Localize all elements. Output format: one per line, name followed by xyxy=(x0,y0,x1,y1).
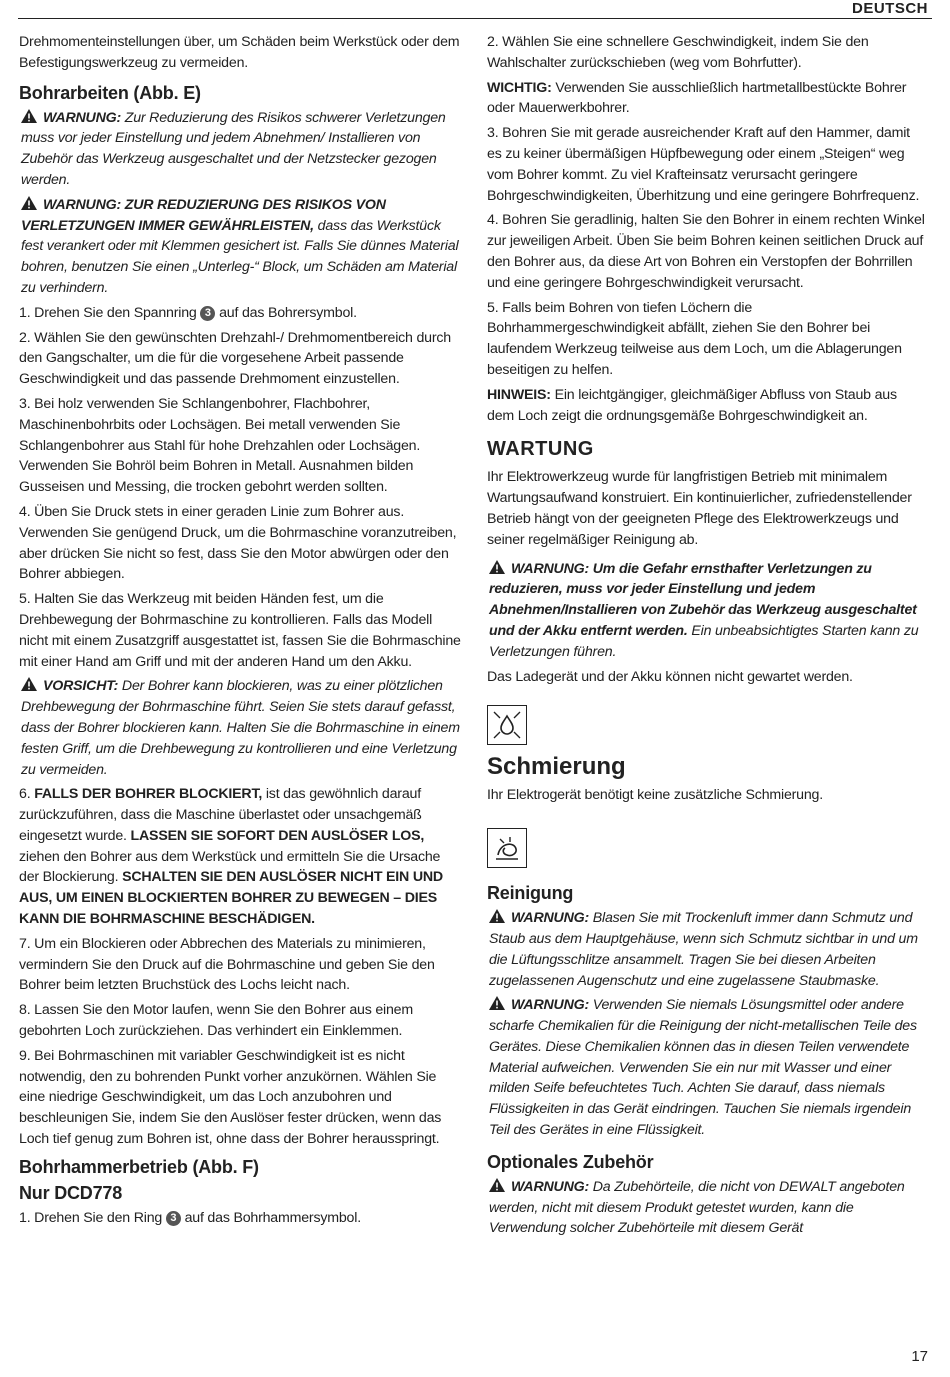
step-bold: FALLS DER BOHRER BLOCKIERT, xyxy=(34,786,263,803)
warning-text: dass das Werkstück fest verankert oder mit Klemmen gesichert ist. Falls Sie dünnes Material bohren, benutzen Sie einen „Unterleg-“ Block, um Schäden am Material zu verhindern. xyxy=(21,217,459,296)
heading-reinigung: Reinigung xyxy=(487,883,574,904)
step-3: 3. Bohren Sie mit gerade ausreichender Kraft auf den Hammer, damit es zu keiner übermäßigen Hüpfbewegung oder einem „Steigen“ weg vom Bohrer kommt. Zu viel Krafteinsatz verursacht geringere Bohrgeschwindigkeiten, Überhitzung und eine geringere Bohrfrequenz. xyxy=(487,125,920,204)
heading-optionales-zubehoer: Optionales Zubehör xyxy=(487,1151,654,1172)
left-column xyxy=(19,32,462,1233)
step-2: 2. Wählen Sie den gewünschten Drehzahl-/ Drehmomentbereich durch den Gangschalter, um die für die vorgesehene Arbeit passende Geschwindigkeit und das passende Drehmoment einzustellen. xyxy=(19,329,451,388)
warning-icon xyxy=(489,1178,505,1192)
warning-2 xyxy=(19,195,462,299)
step-bold: SCHALTEN SIE DEN AUSLÖSER NICHT EIN UND AUS, UM EINEN BLOCKIERTEN BOHRER ZU BEWEGEN – DIES KANN DIE BOHRMASCHINE BESCHÄDIGEN. xyxy=(19,869,443,928)
right-column xyxy=(487,32,927,1243)
step-3: 3. Bei holz verwenden Sie Schlangenbohrer, Flachbohrer, Maschinenbohrbits oder Lochsägen. Bei metall verwenden Sie Schlangenbohrer aus Stahl für hohe Drehzahlen oder Lochsägen. Verwenden Sie Bohröl beim Bohren in Metall. Ausnahmen bilden Gusseisen und Messing, die trocken gebohrt werden sollten. xyxy=(19,395,421,496)
step-4: 4. Üben Sie Druck stets in einer geraden Linie zum Bohrer aus. Verwenden Sie genügend Druck, um die Bohrmaschine voranzutreiben, aber drücken Sie nicht so fest, dass Sie den Motor abwürgen oder den Bohrer abbiegen. xyxy=(19,503,457,583)
warning-6 xyxy=(487,1177,927,1239)
warning-3 xyxy=(487,559,927,663)
hint-note xyxy=(487,385,927,427)
warning-text: Da Zubehörteile, die nicht von DEWALT angeboten werden, nicht mit diesem Produkt getestet wurden, kann die Verwendung solcher Zubehörteile mit diesem Gerät xyxy=(489,1178,905,1237)
step-7: 7. Um ein Blockieren oder Abbrechen des Materials zu minimieren, vermindern Sie den Druck auf die Bohrmaschine und geben Sie den Bohrer beim letzten Bruchstück des Lochs leicht nach. xyxy=(19,935,435,994)
lubrication-icon xyxy=(487,705,527,745)
step-text: 6. xyxy=(19,786,35,803)
step-4: 4. Bohren Sie geradlinig, halten Sie den Bohrer in einem rechten Winkel zur jeweiligen Arbeit. Üben Sie beim Bohren keinen seitlichen Druck auf den Bohrer aus, da diese Art von Bohren ein Verstopfen der Bohrrillen und eine geringere Bohrgeschwindigkeit verursacht. xyxy=(487,212,925,291)
warning-label: WARNUNG: Um die Gefahr ernsthafter Verletzungen zu reduzieren, muss vor jeder Einstellung und jedem Abnehmen/Installieren von Zubehör das Werkzeug ausgeschaltet und der Akku entfernt werden. xyxy=(489,560,917,639)
note-text: Verwenden Sie ausschließlich hartmetallbestückte Bohrer oder Mauerwerkbohrer. xyxy=(487,79,907,117)
heading-model: Nur DCD778 xyxy=(19,1182,123,1203)
step-8: 8. Lassen Sie den Motor laufen, wenn Sie den Bohrer aus einem gebohrten Loch zurückziehen. Das verhindert ein Einklemmen. xyxy=(19,1002,413,1040)
warning-icon xyxy=(489,560,505,574)
warning-5 xyxy=(487,995,927,1141)
wartung-paragraph: Ihr Elektrowerkzeug wurde für langfristigen Betrieb mit minimalem Wartungsaufwand konstruiert. Ein kontinuierlicher, zufriedenstellender Betrieb hängt von der geeigneten Pflege des Elektrowerkzeugs und seiner regelmäßiger Reinigung ab. xyxy=(487,469,912,548)
warning-label: WARNUNG: xyxy=(511,997,589,1014)
step-text: ist das gewöhnlich darauf zurückzuführen, dass die Maschine überlastet oder unsachgemäß eingesetzt wurde. xyxy=(19,786,422,844)
warning-text: Verwenden Sie niemals Lösungsmittel oder andere scharfe Chemikalien für die Reinigung der nicht-metallischen Teile des Gerätes. Diese Chemikalien können das in diesen Teilen verwendete Material aufweichen. Verwenden Sie ein nur mit Wasser und einer milden Seife befeuchtetes Tuch. Achten Sie darauf, dass niemals Flüssigkeiten in das Gerät eindringen. Tauchen Sie niemals irgendein Teil des Gerätes in eine Flüssigkeit. xyxy=(489,997,917,1139)
heading-wartung: WARTUNG xyxy=(487,438,594,461)
step-6 xyxy=(19,784,462,930)
cleaning-icon xyxy=(487,828,527,868)
warning-text: Blasen Sie mit Trockenluft immer dann Schmutz und Staub aus dem Hauptgehäuse, wenn sich Schmutz sichtbar in und um die Lüftungsschlitze ansammelt. Tragen Sie bei diesen Arbeiten zugelassenen Augenschutz und eine zugelassene Staubmaske. xyxy=(489,910,918,989)
paragraph: Das Ladegerät und der Akku können nicht gewartet werden. xyxy=(487,668,853,685)
caution-label: VORSICHT: xyxy=(43,678,119,695)
warning-icon xyxy=(21,196,37,210)
header-rule xyxy=(18,18,932,19)
step-9: 9. Bei Bohrmaschinen mit variabler Geschwindigkeit ist es nicht notwendig, den zu bohrenden Punkt vorher anzukörnen. Wählen Sie eine niedrige Geschwindigkeit, um das Loch anzubohren und beschleunigen Sie, indem Sie den Auslöser fester drücken, wenn das Loch tief genug zum Bohren ist, ohne dass der Bohrer herausspringt. xyxy=(19,1047,442,1148)
step-5: 5. Falls beim Bohren von tiefen Löchern die Bohrhammergeschwindigkeit abfällt, ziehen Sie den Bohrer bei laufendem Werkzeug teilweise aus dem Loch, um die Ablagerungen beseitigen zu helfen. xyxy=(487,299,902,378)
step-text: 1. Drehen Sie den Spannring xyxy=(19,304,201,321)
step-text: ziehen den Bohrer aus dem Werkstück und ermitteln Sie die Ursache der Blockierung. xyxy=(19,848,441,886)
schmierung-paragraph: Ihr Elektrogerät benötigt keine zusätzliche Schmierung. xyxy=(487,787,823,804)
step-text: 1. Drehen Sie den Ring xyxy=(19,1209,166,1226)
important-note xyxy=(487,78,927,120)
warning-icon xyxy=(489,996,505,1010)
warning-text: Ein unbeabsichtigtes Starten kann zu Verletzungen führen. xyxy=(489,622,919,660)
warning-label: WARNUNG: xyxy=(511,1178,589,1195)
warning-4 xyxy=(487,908,927,991)
warning-icon xyxy=(21,109,37,123)
warning-icon xyxy=(21,677,37,691)
step-1 xyxy=(19,303,462,324)
step-text: auf das Bohrhammersymbol. xyxy=(180,1209,361,1226)
warning-label: WARNUNG: xyxy=(43,109,121,126)
step-5: 5. Halten Sie das Werkzeug mit beiden Händen fest, um die Drehbewegung der Bohrmaschine zu kontrollieren. Falls das Modell nicht mit einem Zusatzgriff ausgestattet ist, fassen Sie die Bohrmaschine mit einer Hand am Griff und mit der anderen Hand um den Akku. xyxy=(19,591,461,670)
heading-bohrarbeiten: Bohrarbeiten (Abb. E) xyxy=(19,82,201,103)
note-label: HINWEIS: xyxy=(487,386,551,403)
heading-bohrhammerbetrieb: Bohrhammerbetrieb (Abb. F) xyxy=(19,1156,259,1177)
note-label: WICHTIG: xyxy=(487,79,552,96)
callout-number: 3 xyxy=(166,1211,181,1226)
page-number: 17 xyxy=(911,1348,928,1365)
warning-label: WARNUNG: xyxy=(511,910,589,927)
warning-1 xyxy=(19,108,462,191)
callout-number: 3 xyxy=(200,306,215,321)
note-text: Ein leichtgängiger, gleichmäßiger Abfluss von Staub aus dem Loch zeigt die ordnungsgemäße Bohrgeschwindigkeit an. xyxy=(487,386,897,424)
warning-label: WARNUNG: ZUR REDUZIERUNG DES RISIKOS VON VERLETZUNGEN IMMER GEWÄHRLEISTEN, xyxy=(21,196,386,234)
caution-text: Der Bohrer kann blockieren, was zu einer plötzlichen Drehbewegung der Bohrmaschine führt. Seien Sie stets darauf gefasst, dass der Bohrer blockieren kann. Halten Sie die Bohrmaschine in einem festen Griff, um die Drehbewegung zu kontrollieren und eine Verletzung zu vermeiden. xyxy=(21,678,460,778)
warning-icon xyxy=(489,909,505,923)
hammer-step-1 xyxy=(19,1208,462,1229)
step-text: auf das Bohrersymbol. xyxy=(215,304,357,321)
step-2: 2. Wählen Sie eine schnellere Geschwindigkeit, indem Sie den Wahlschalter zurückschieben (weg vom Bohrfutter). xyxy=(487,34,869,71)
heading-schmierung: Schmierung xyxy=(487,753,626,781)
warning-text: Zur Reduzierung des Risikos schwerer Verletzungen muss vor jeder Einstellung und jedem Abnehmen/ Installieren von Zubehör das Werkzeug ausgeschaltet und der Netzstecker gezogen werden. xyxy=(21,109,446,188)
step-bold: LASSEN SIE SOFORT DEN AUSLÖSER LOS, xyxy=(130,827,425,844)
paragraph: Drehmomenteinstellungen über, um Schäden beim Werkstück oder dem Befestigungswerkzeug zu vermeiden. xyxy=(19,34,460,71)
language-label: DEUTSCH xyxy=(851,0,928,17)
caution xyxy=(19,676,462,780)
